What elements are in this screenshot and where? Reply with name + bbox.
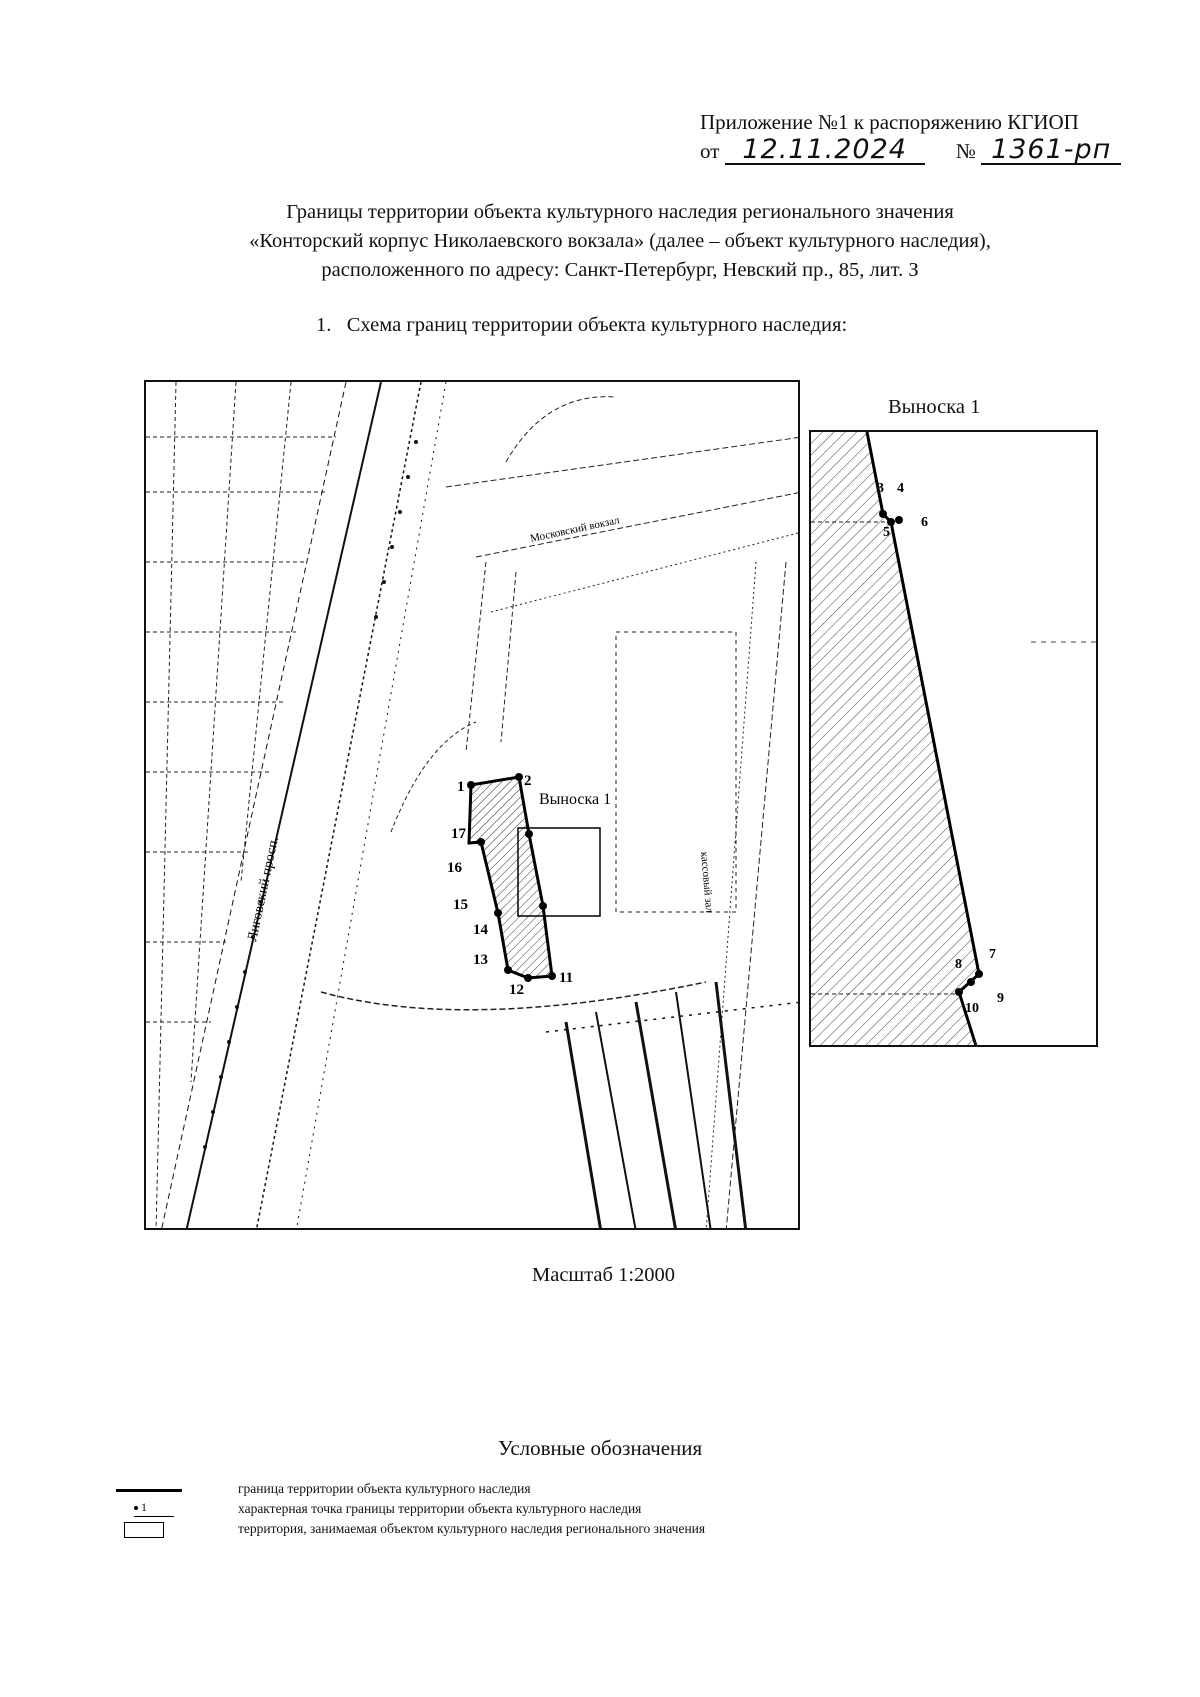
station-area — [321, 397, 800, 1230]
legend-point-number: 1 — [141, 1500, 147, 1514]
point-label-16: 16 — [447, 860, 462, 876]
order-date: 12.11.2024 — [725, 137, 925, 165]
legend-line-symbol — [116, 1489, 182, 1492]
left-blocks — [146, 382, 336, 1230]
from-label: от — [700, 139, 720, 163]
order-date-line — [700, 134, 1121, 165]
order-number: 1361-рп — [981, 137, 1121, 165]
callout-point-5: 5 — [883, 525, 890, 540]
point-label-15: 15 — [453, 897, 468, 913]
street-label-kassovy: кассовый зал — [698, 851, 716, 914]
tracks — [546, 982, 800, 1230]
road-lines — [161, 382, 446, 1230]
callout-title: Выноска 1 — [888, 396, 981, 418]
section-heading — [316, 314, 847, 337]
callout-point-8: 8 — [955, 957, 962, 972]
point-label-17: 17 — [451, 826, 466, 842]
callout-label: Выноска 1 — [539, 791, 612, 808]
appendix-reference: Приложение №1 к распоряжению КГИОП — [700, 110, 1079, 134]
callout-point-6: 6 — [921, 515, 928, 530]
boundary-map — [144, 380, 800, 1230]
street-label-ligovsky: Лиговский просп. — [245, 835, 283, 943]
callout-point-10: 10 — [965, 1001, 979, 1016]
title-line: Границы территории объекта культурного наследия регионального значения — [286, 201, 954, 223]
callout-point-4: 4 — [897, 481, 904, 496]
point-label-12: 12 — [509, 982, 524, 998]
section-number: 1. — [316, 314, 332, 336]
map-scale: Масштаб 1:2000 — [532, 1264, 676, 1286]
legend-point-symbol — [134, 1500, 174, 1517]
number-label: № — [955, 139, 976, 163]
callout-point-3: 3 — [877, 481, 884, 496]
callout-drawing — [811, 432, 1098, 1047]
point-label-11: 11 — [559, 970, 574, 986]
legend-area-symbol — [124, 1522, 164, 1538]
title-line: «Конторский корпус Николаевского вокзала» (далее – объект культурного наследия), — [249, 230, 991, 252]
legend-item-area: территория, занимаемая объектом культурного наследия регионального значения — [238, 1521, 706, 1536]
point-label-13: 13 — [473, 952, 488, 968]
dotted-lines — [203, 440, 418, 1149]
document-title — [120, 198, 1120, 285]
section-title: Схема границ территории объекта культурного наследия: — [346, 314, 848, 336]
callout-point-9: 9 — [997, 991, 1004, 1006]
title-line: расположенного по адресу: Санкт-Петербург, Невский пр., 85, лит. З — [321, 259, 919, 281]
legend-item-boundary: граница территории объекта культурного наследия — [238, 1481, 531, 1496]
street-label-station: Московский вокзал — [529, 514, 621, 545]
point-label-2: 2 — [524, 773, 532, 789]
point-label-14: 14 — [473, 922, 488, 938]
legend-title: Условные обозначения — [498, 1436, 703, 1460]
map-drawing — [146, 382, 800, 1230]
legend-item-point: характерная точка границы территории объекта культурного наследия — [238, 1501, 642, 1516]
callout-map — [809, 430, 1098, 1047]
callout-hatched-area — [811, 432, 979, 1047]
point-label-1: 1 — [457, 779, 465, 795]
callout-point-7: 7 — [989, 947, 996, 962]
